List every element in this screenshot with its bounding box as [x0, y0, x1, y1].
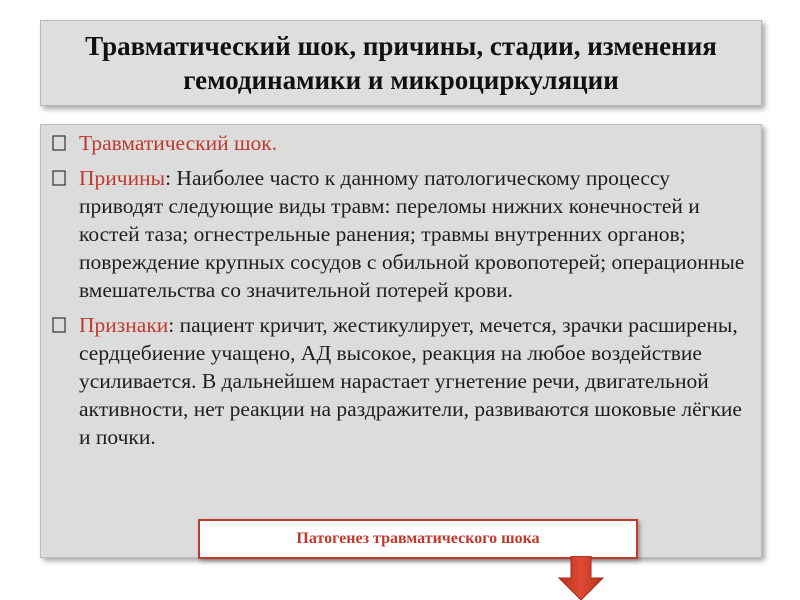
bullet-item-shock [79, 129, 751, 157]
content-box [40, 124, 762, 558]
checkbox-bullet-icon [49, 312, 69, 338]
checkbox-bullet-icon [49, 130, 69, 156]
bullet-item-signs [79, 311, 751, 451]
bullet-list [41, 125, 761, 451]
title-box [40, 20, 762, 106]
bullet-accent-signs: Признаки [79, 313, 169, 337]
bullet-item-causes [79, 164, 751, 304]
bullet-text-causes: : Наиболее часто к данному патологическому процессу приводят следующие виды травм: переломы нижних конечностей и костей таза; огнестрельные ранения; травмы внутренних органов; повреждение крупных сосудов с обильной кровопотерей; операционные вмешательства со значительной потерей крови. [79, 166, 745, 302]
bullet-text-signs: : пациент кричит, жестикулирует, мечется, зрачки расширены, сердцебиение учащено, АД высокое, реакция на любое воздействие усиливается. В дальнейшем нарастает угнетение речи, двигательной активности, нет реакции на раздражители, развиваются шоковые лёгкие и почки. [79, 313, 742, 449]
slide-title: Травматический шок, причины, стадии, изменения гемодинамики и микроциркуляции [85, 31, 717, 95]
down-arrow-icon[interactable] [557, 556, 605, 600]
pathogenesis-label: Патогенез травматического шока [296, 530, 540, 547]
pathogenesis-button[interactable] [198, 519, 638, 559]
checkbox-bullet-icon [49, 165, 69, 191]
bullet-accent-causes: Причины [79, 166, 166, 190]
bullet-accent-shock: Травматический шок. [79, 131, 278, 155]
